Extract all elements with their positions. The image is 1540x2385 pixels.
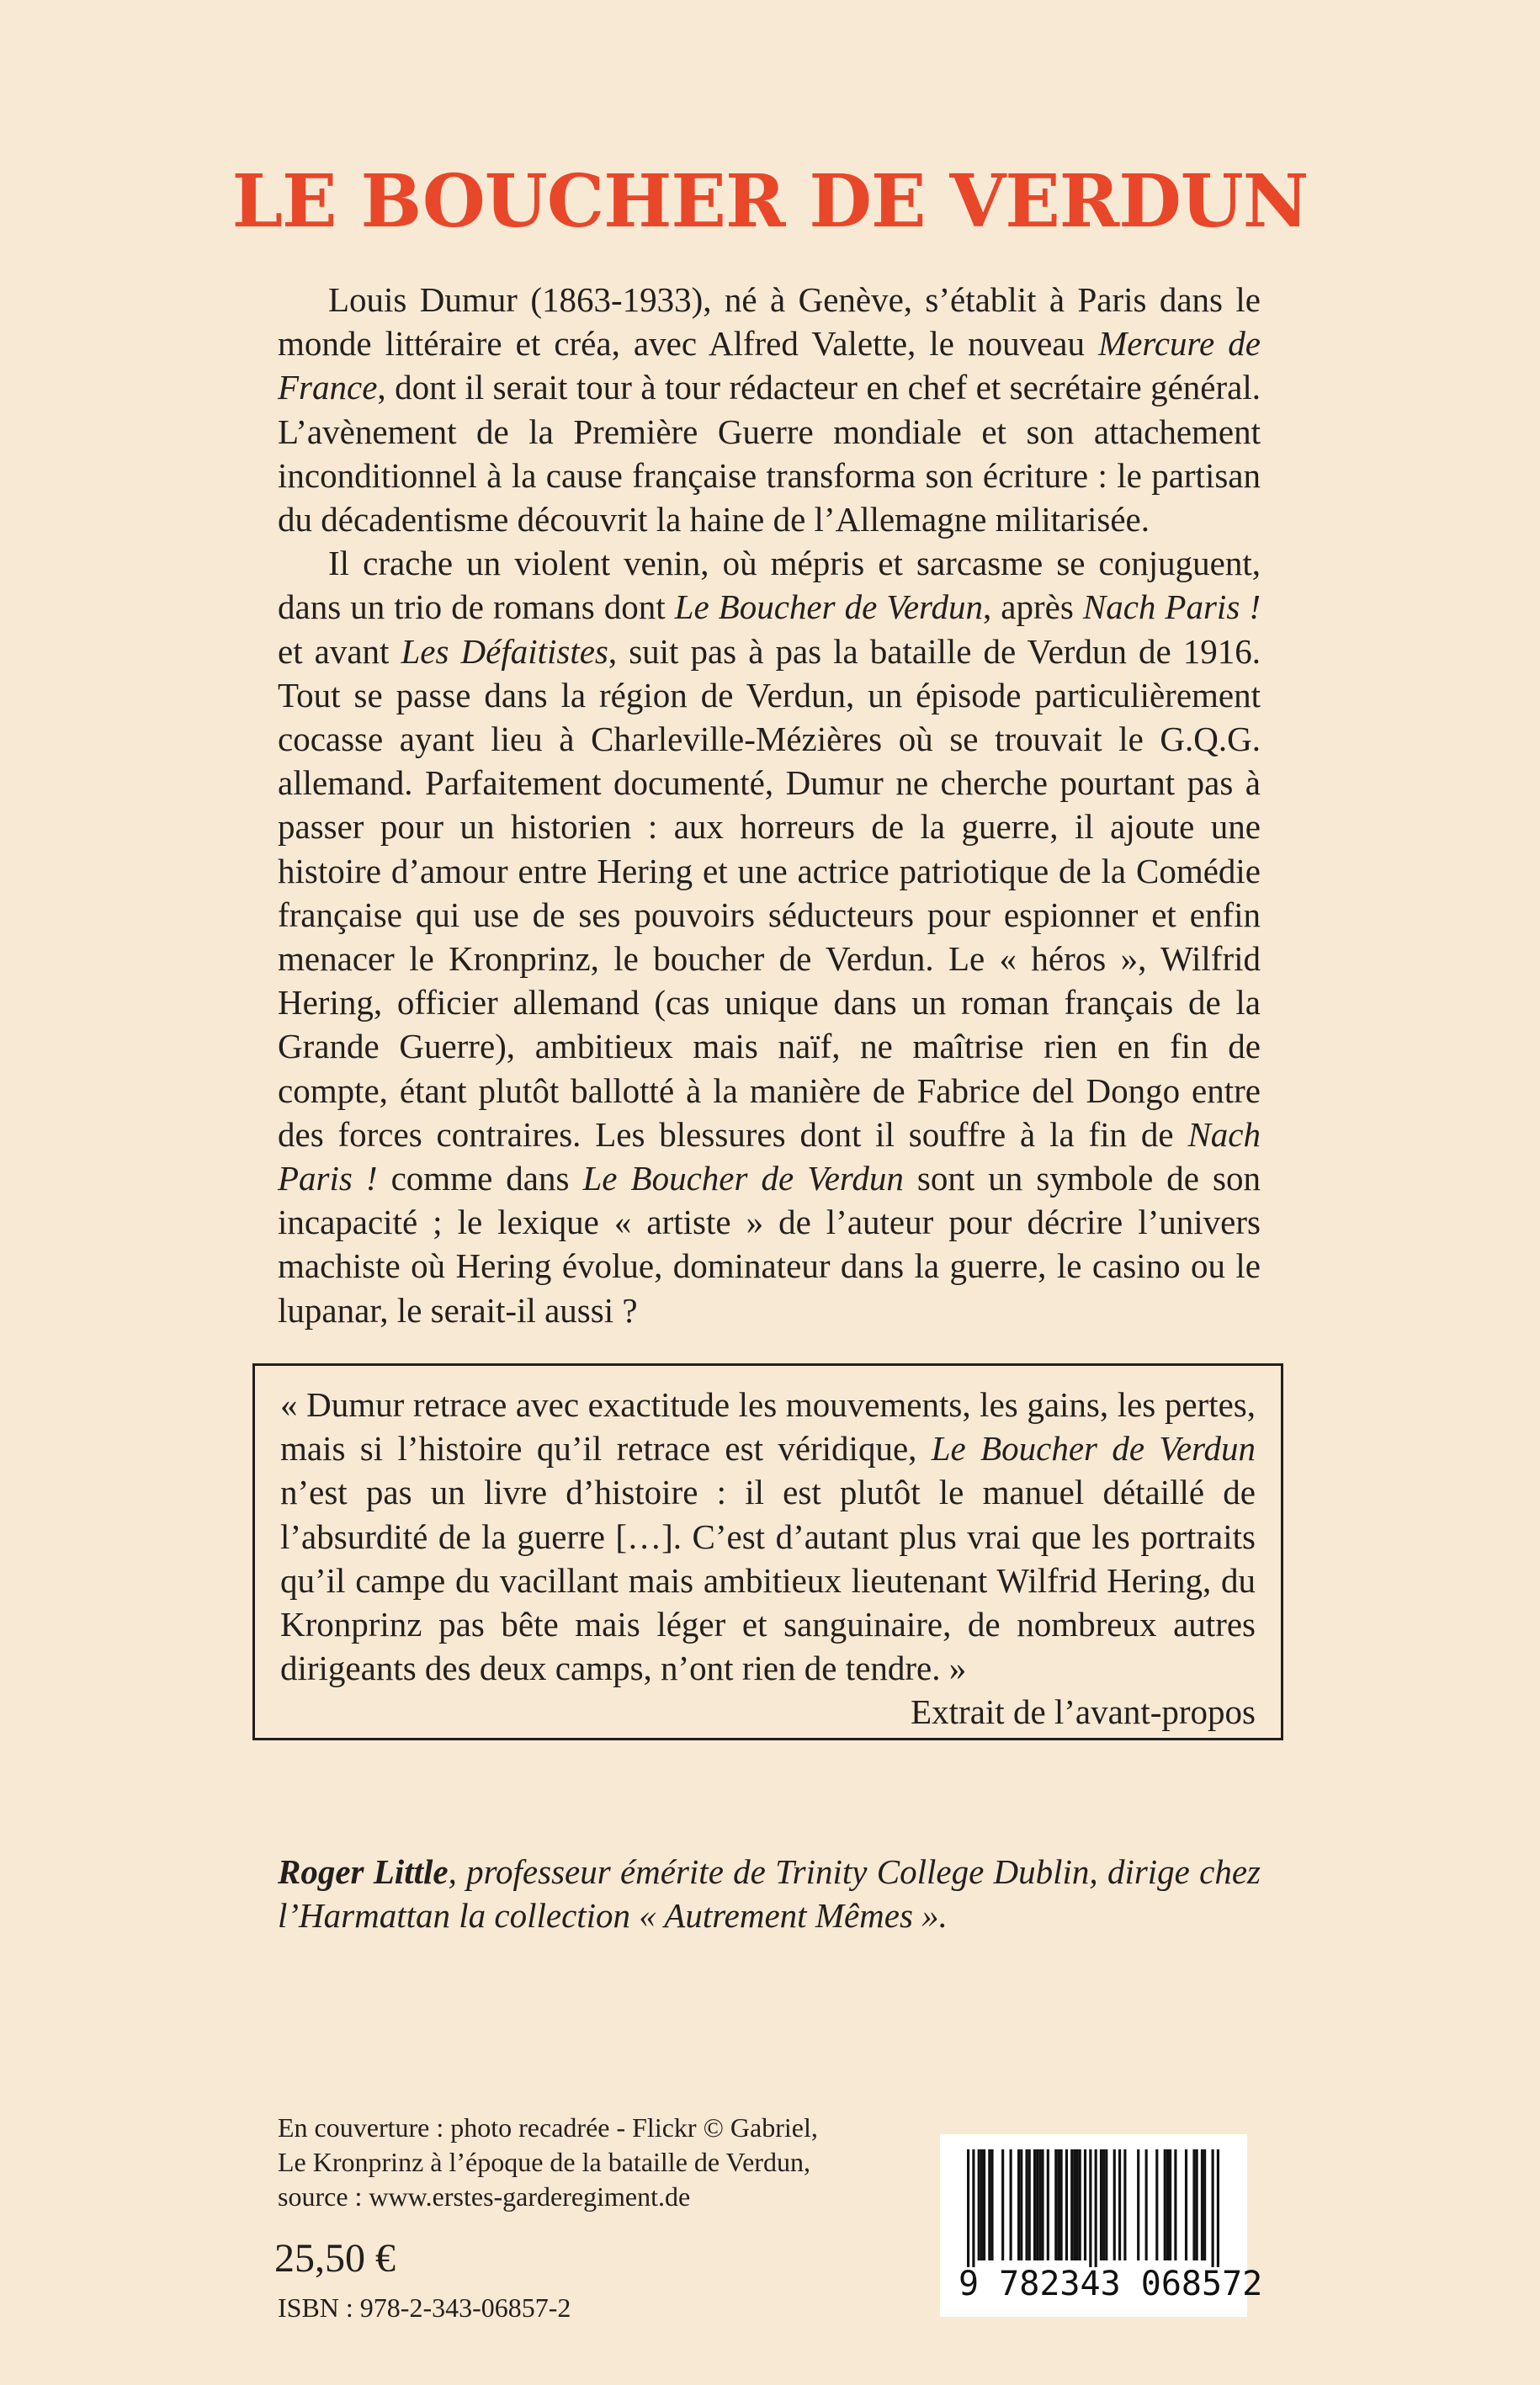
barcode-bar — [1060, 2149, 1063, 2260]
barcode-bar — [983, 2149, 985, 2260]
barcode-bars — [967, 2149, 1219, 2267]
price: 25,50 € — [274, 2236, 396, 2281]
credit-line-2: Le Kronprinz à l’époque de la bataille de Verdun, — [278, 2147, 810, 2177]
barcode-bar — [1185, 2149, 1187, 2260]
barcode-bar — [1100, 2149, 1102, 2260]
barcode-bar — [1041, 2149, 1043, 2260]
barcode-bar — [1212, 2149, 1214, 2267]
barcode-bar — [972, 2149, 974, 2267]
italic-title: Les Défaitistes — [401, 631, 608, 671]
barcode-bar — [1192, 2149, 1195, 2260]
barcode-bar — [1201, 2149, 1203, 2260]
book-title: LE BOUCHER DE VERDUN — [231, 159, 1309, 244]
summary-paragraph-1: Louis Dumur (1863-1933), né à Genève, s’établit à Paris dans le monde littéraire et créa, avec Alfred Valette, le nouveau Mercure de France, dont il serait tour à tour rédacteur en chef et secrétaire général. L’avènement de la Première Guerre mondiale et son attachement inconditionnel à la cause française transforma son écriture : le partisan du décadentisme découvrit la haine de l’Allemagne militarisée. — [278, 280, 1261, 539]
barcode-bar — [1054, 2149, 1057, 2260]
isbn: ISBN : 978-2-343-06857-2 — [278, 2292, 571, 2323]
barcode-bar — [1001, 2149, 1004, 2260]
editor-name: Roger Little — [278, 1852, 449, 1891]
barcode-bar — [1057, 2149, 1059, 2260]
barcode-bar — [990, 2149, 993, 2260]
cover-photo-credit — [278, 2111, 917, 2214]
barcode-bar — [1155, 2149, 1158, 2260]
barcode-bar — [1020, 2149, 1022, 2260]
barcode-bar — [1145, 2149, 1148, 2260]
quote-source: Extrait de l’avant-propos — [911, 1692, 1256, 1732]
barcode-bar — [1075, 2149, 1078, 2260]
italic-title: Mercure de France — [278, 324, 1261, 407]
barcode-bar — [1217, 2149, 1219, 2267]
barcode-bar — [1084, 2149, 1086, 2260]
barcode-bar — [1174, 2149, 1176, 2260]
barcode-bar — [1070, 2149, 1073, 2260]
barcode-bar — [1017, 2149, 1020, 2260]
barcode-bar — [1137, 2149, 1139, 2260]
barcode-bar — [1105, 2149, 1107, 2260]
barcode-bar — [1123, 2149, 1126, 2260]
barcode-bar — [1113, 2149, 1116, 2260]
barcode-bar — [1079, 2149, 1081, 2260]
summary-paragraph-2: Il crache un violent venin, où mépris et sarcasme se conjuguent, dans un trio de romans dont Le Boucher de Verdun, après Nach Paris ! et avant Les Défaitistes, suit pas à pas la bataille de Verdun de 1916. Tout se passe dans la région de Verdun, un épisode particulièrement cocasse ayant lieu à Charleville-Mézières où se trouvait le G.Q.G. allemand. Parfaitement documenté, Dumur ne cherche pourtant pas à passer pour un historien : aux horreurs de la guerre, il ajoute une histoire d’amour entre Hering et une actrice patriotique de la Comédie française qui use de ses pouvoirs séducteurs pour espionner et enfin menacer le Kronprinz, le boucher de Verdun. Le « héros », Wilfrid Hering, officier allemand (cas unique dans un roman français de la Grande Guerre), ambitieux mais naïf, ne maîtrise rien en fin de compte, étant plutôt ballotté à la manière de Fabrice del Dongo entre des forces contraires. Les blessures dont il souffre à la fin de Nach Paris ! comme dans Le Boucher de Verdun sont un symbole de son incapacité ; le lexique « artiste » de l’auteur pour décrire l’univers machiste où Hering évolue, dominateur dans la guerre, le casino ou le lupanar, le serait-il aussi ? — [278, 544, 1261, 1330]
barcode-bar — [1025, 2149, 1028, 2260]
barcode-bar — [1196, 2149, 1198, 2260]
barcode-bar — [1102, 2149, 1105, 2260]
barcode-bar — [1203, 2149, 1206, 2260]
credit-line-1: En couverture : photo recadrée - Flickr © Gabriel, — [278, 2112, 818, 2143]
barcode-bar — [1073, 2149, 1075, 2260]
barcode-bar — [1047, 2149, 1049, 2260]
barcode-bar — [1089, 2149, 1091, 2267]
barcode-bar — [1118, 2149, 1121, 2260]
italic-title: Le Boucher de Verdun — [931, 1429, 1256, 1469]
credit-line-3: source : www.erstes-garderegiment.de — [278, 2181, 691, 2212]
barcode-bar — [1164, 2149, 1166, 2260]
barcode-bar — [1166, 2149, 1169, 2260]
barcode-bar — [1065, 2149, 1068, 2260]
barcode-bar — [1028, 2149, 1031, 2260]
barcode-bar — [1036, 2149, 1038, 2260]
barcode-bar — [967, 2149, 969, 2267]
italic-title: Nach Paris ! — [278, 1114, 1261, 1198]
book-summary — [278, 278, 1261, 1332]
italic-title: Le Boucher de Verdun — [674, 587, 983, 627]
barcode-digits: 9 782343 068572 — [959, 2265, 1263, 2303]
foreword-quote-box — [252, 1363, 1283, 1740]
italic-title: Nach Paris ! — [1082, 587, 1261, 627]
barcode-bar — [980, 2149, 983, 2260]
foreword-quote: « Dumur retrace avec exactitude les mouvements, les gains, les pertes, mais si l’histoire qu’il retrace est véridique, Le Boucher de Verdun n’est pas un livre d’histoire : il est plutôt le manuel détaillé de l’absurdité de la guerre […]. C’est d’autant plus vrai que les portraits qu’il campe du vacillant mais ambitieux lieutenant Wilfrid Hering, du Kronprinz pas bête mais léger et sanguinaire, de nombreux autres dirigeants des deux camps, n’ont rien de tendre. » — [280, 1385, 1256, 1688]
barcode-bar — [988, 2149, 990, 2260]
barcode-bar — [1038, 2149, 1041, 2260]
barcode-bar — [1033, 2149, 1036, 2260]
barcode — [940, 2134, 1263, 2317]
barcode-bar — [1169, 2149, 1171, 2260]
barcode-bar — [1095, 2149, 1097, 2267]
editor-description: , professeur émérite de Trinity College Dublin, dirige chez l’Harmattan la collection « Autrement Mêmes ». — [278, 1852, 1261, 1935]
author-bio — [278, 1850, 1261, 1937]
barcode-bar — [1010, 2149, 1012, 2260]
barcode-bar — [978, 2149, 980, 2260]
italic-title: Le Boucher de Verdun — [582, 1159, 904, 1198]
